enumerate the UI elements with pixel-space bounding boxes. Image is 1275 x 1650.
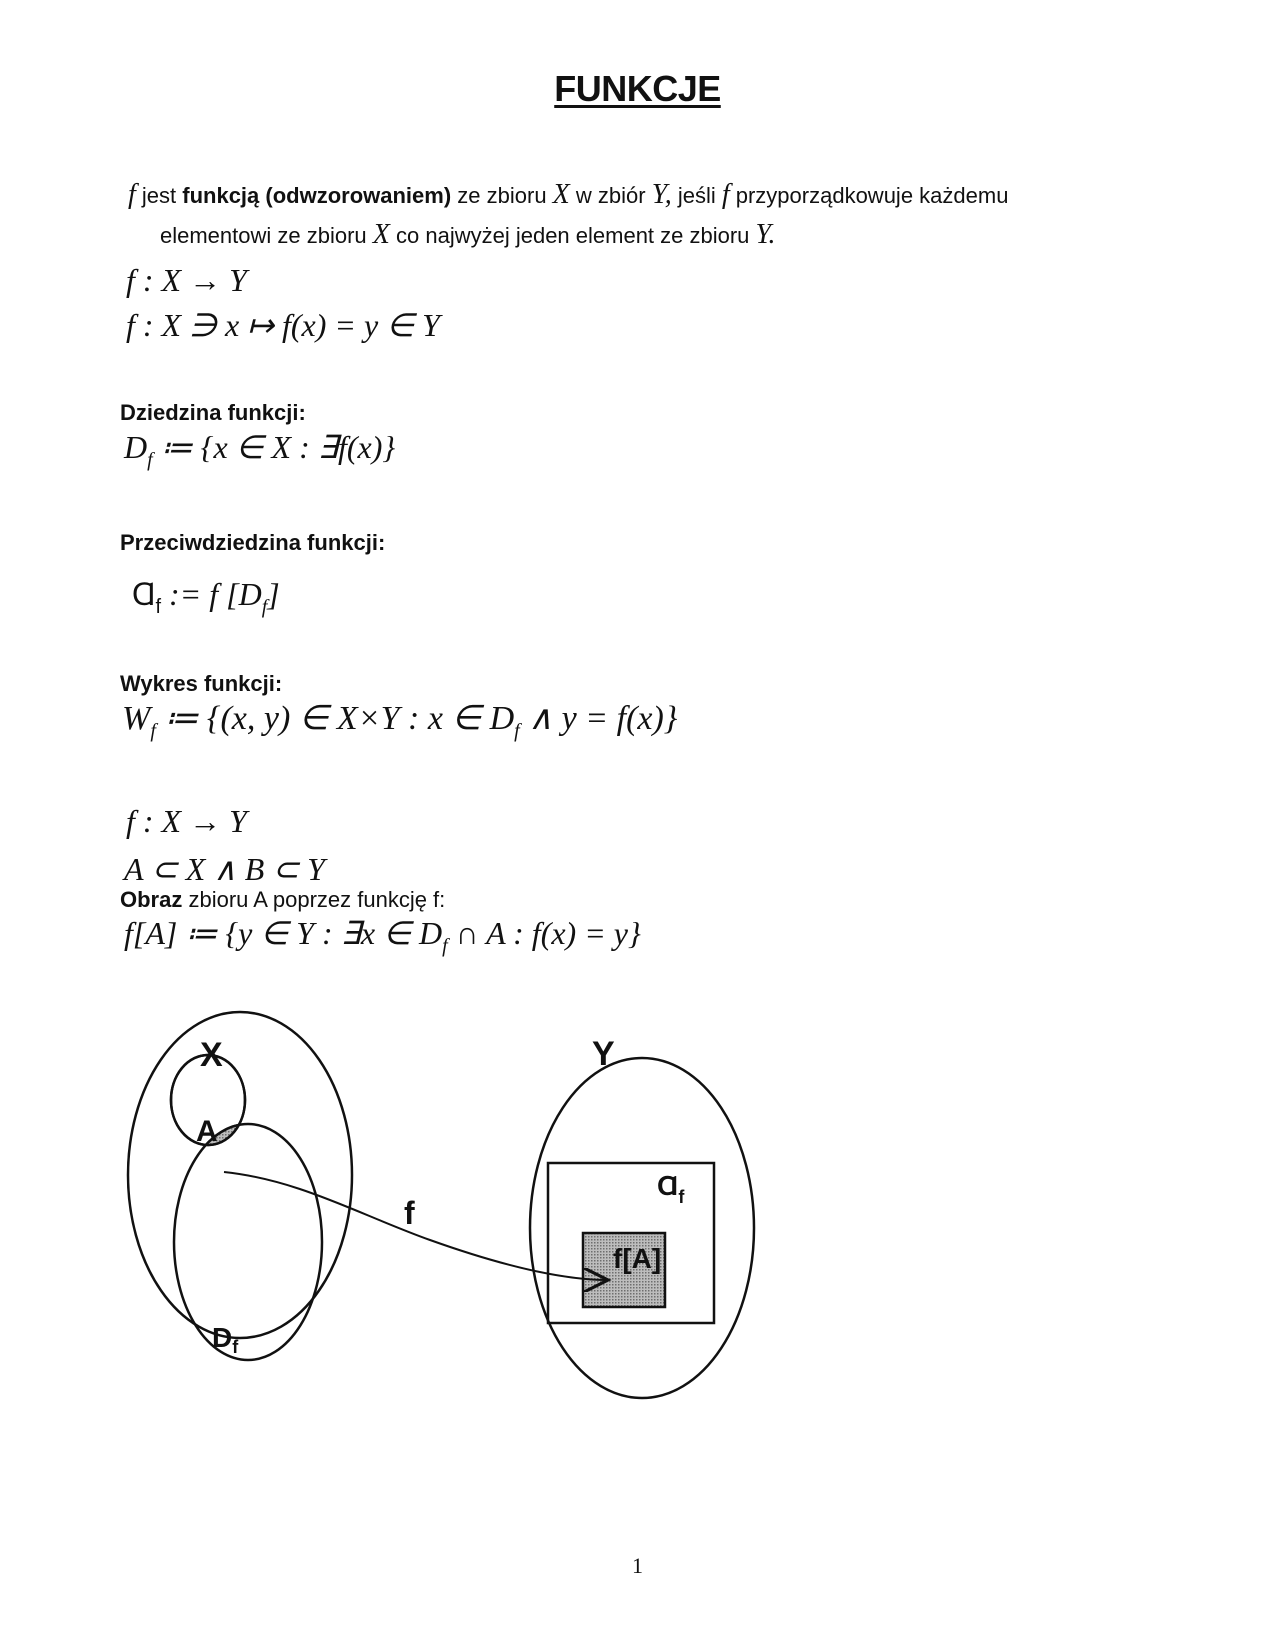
defined-term: funkcją (odwzorowaniem): [182, 183, 452, 208]
formula-assignment: f : X ∋ x ↦ f(x) = y ∈ Y: [126, 307, 440, 343]
codomain-formula: Ɑ$_f$ := f $[D_f]$: [132, 576, 280, 618]
domain-heading: Dziedzina funkcji:: [120, 400, 306, 425]
page-number: 1: [632, 1553, 643, 1578]
label-f: f: [404, 1195, 415, 1231]
function-arrow: [224, 1172, 608, 1280]
label-a: A: [196, 1115, 218, 1148]
label-y: Y: [592, 1035, 615, 1073]
image-formula: f[A] ≔ {y ∈ Y : ∃x ∈ $D_f$ ∩ A : f(x) = y}: [124, 915, 641, 957]
label-domain: $D_f$: [212, 1322, 239, 1357]
domain-formula: $D_f$ ≔ {x ∈ X : ∃f(x)}: [124, 429, 396, 471]
graph-heading: Wykres funkcji:: [120, 671, 283, 696]
formula-subsets: A ⊂ X ∧ B ⊂ Y: [124, 851, 325, 887]
image-heading: Obraz zbioru A poprzez funkcję f:: [120, 887, 446, 912]
domain-ellipse: [174, 1124, 322, 1360]
formula-mapping-2: f : X → Y: [126, 803, 247, 839]
label-codomain: Ɑ$_f$: [657, 1170, 685, 1207]
definition-line-2: elementowi ze zbioru X co najwyżej jeden element ze zbioru Y.: [160, 219, 776, 250]
formula-mapping: f : X → Y: [126, 262, 247, 298]
definition-paragraph: f jest funkcją (odwzorowaniem) ze zbioru X w zbiór Y, jeśli f przyporządkowuje każdemu elementowi ze zbioru X co najwyżej jeden element ze zbioru Y.: [128, 175, 1168, 255]
graph-formula: $W_f$ ≔ {(x, y) ∈ X×Y : x ∈ $D_f$ ∧ y = f(x)}: [122, 700, 678, 742]
page-title: FUNKCJE: [554, 68, 721, 109]
codomain-heading: Przeciwdziedzina funkcji:: [120, 530, 386, 555]
label-image: f[A]: [613, 1243, 662, 1274]
symbol-f: f: [128, 179, 136, 210]
label-x: X: [200, 1036, 223, 1074]
set-y-ellipse: [530, 1058, 754, 1398]
